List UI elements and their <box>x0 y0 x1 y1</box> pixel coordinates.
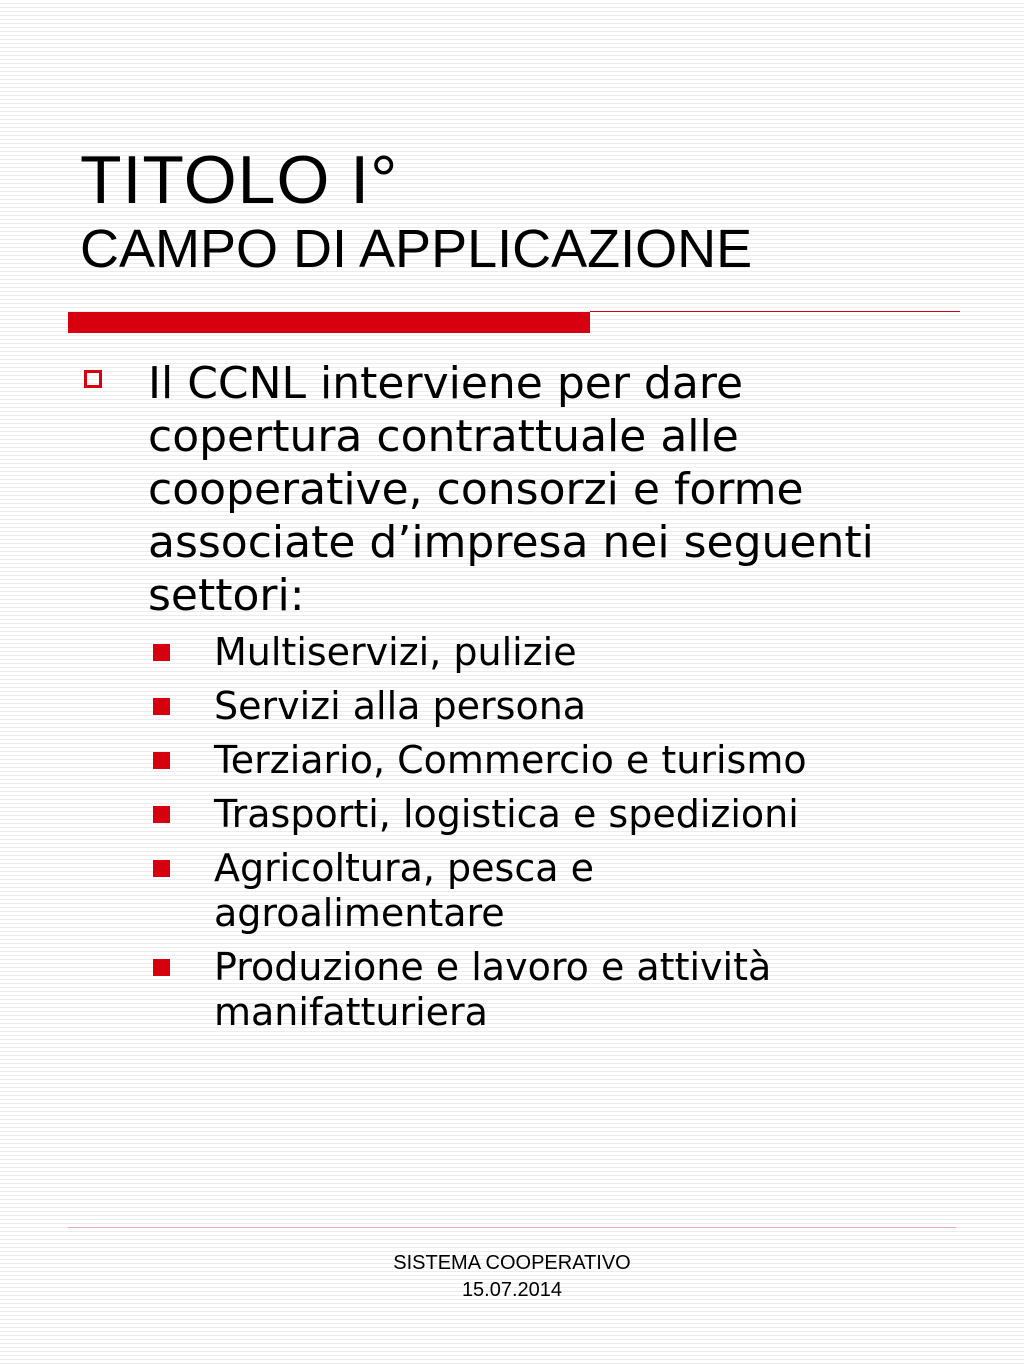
title-line-2: CAMPO DI APPLICAZIONE <box>80 218 753 279</box>
list-item-text: Produzione e lavoro e attività manifatturiera <box>214 945 772 1034</box>
filled-square-icon <box>153 644 170 661</box>
title-accent-bar <box>68 312 590 333</box>
filled-square-icon <box>153 860 170 877</box>
list-item-text: Servizi alla persona <box>214 684 587 728</box>
footer-divider <box>68 1227 956 1228</box>
slide-title <box>80 143 752 279</box>
list-item <box>153 846 953 936</box>
list-item-text: Terziario, Commercio e turismo <box>214 738 807 782</box>
sectors-list <box>153 630 953 1044</box>
list-item <box>153 945 953 1035</box>
main-bullet-text: Il CCNL interviene per dare copertura contrattuale alle cooperative, consorzi e forme associate d’impresa nei seguenti settori: <box>148 358 874 621</box>
title-accent-line <box>590 311 960 312</box>
list-item <box>153 792 953 837</box>
list-item <box>153 684 953 729</box>
list-item <box>153 630 953 675</box>
list-item <box>153 738 953 783</box>
slide-footer <box>0 1250 1024 1304</box>
footer-organization: SISTEMA COOPERATIVO <box>393 1252 631 1274</box>
filled-square-icon <box>153 959 170 976</box>
filled-square-icon <box>153 752 170 769</box>
list-item-text: Agricoltura, pesca e agroalimentare <box>214 846 594 935</box>
footer-date: 15.07.2014 <box>461 1279 563 1301</box>
filled-square-icon <box>153 806 170 823</box>
filled-square-icon <box>153 698 170 715</box>
hollow-square-icon <box>84 370 102 388</box>
title-line-1: TITOLO I° <box>80 142 399 218</box>
list-item-text: Trasporti, logistica e spedizioni <box>214 792 799 836</box>
list-item-text: Multiservizi, pulizie <box>214 630 577 674</box>
